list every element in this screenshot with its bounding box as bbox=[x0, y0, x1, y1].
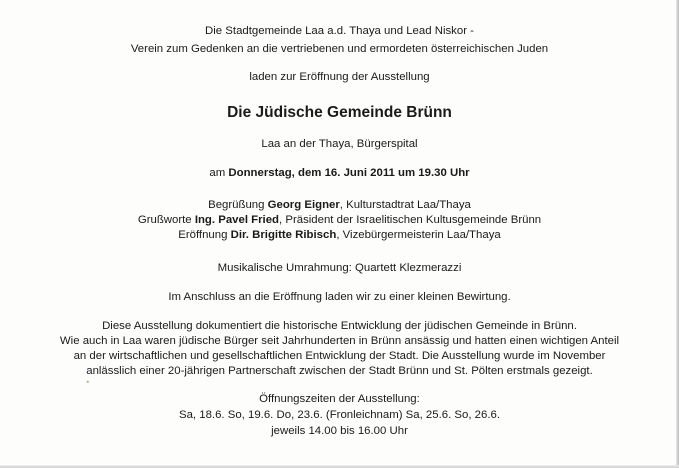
hours-heading: Öffnungszeiten der Ausstellung: bbox=[259, 393, 420, 405]
scan-smudge-icon: • bbox=[83, 376, 92, 387]
description-line-2: Wie auch in Laa waren jüdische Bürger seit Jahrhunderten in Brünn ansässig und hatten einen wichtigen Anteil bbox=[59, 335, 620, 347]
music-note: Musikalische Umrahmung: Quartett Klezmerazzi bbox=[217, 262, 462, 274]
description-line-3: an der wirtschaftlichen und gesellschaftlichen Entwicklung der Stadt. Die Ausstellung wurde im November bbox=[73, 350, 606, 362]
venue: Laa an der Thaya, Bürgerspital bbox=[261, 138, 418, 150]
hours-times: jeweils 14.00 bis 16.00 Uhr bbox=[271, 425, 408, 437]
header-line-1: Die Stadtgemeinde Laa a.d. Thaya und Lead Niskor - bbox=[205, 25, 474, 37]
description-line-4: anlässlich einer 20-jährigen Partnerschaft zwischen der Stadt Brünn und St. Pölten erstmals gezeigt. bbox=[86, 365, 593, 377]
header-line-2: Verein zum Gedenken an die vertriebenen und ermordeten österreichischen Juden bbox=[130, 43, 549, 55]
exhibition-title: Die Jüdische Gemeinde Brünn bbox=[227, 104, 452, 121]
program-line-greetings bbox=[0, 213, 679, 227]
event-date bbox=[0, 166, 679, 180]
event-date-value: Donnerstag, dem 16. Juni 2011 um 19.30 Uhr bbox=[228, 167, 470, 179]
program-speaker: Georg Eigner bbox=[267, 199, 340, 211]
reception-note: Im Anschluss an die Eröffnung laden wir zu einer kleinen Bewirtung. bbox=[168, 291, 511, 303]
program-line-welcome bbox=[0, 198, 679, 212]
program-line-opening bbox=[0, 228, 679, 242]
program-role: , Kulturstadtrat Laa/Thaya bbox=[339, 199, 471, 211]
event-date-prefix: am bbox=[209, 167, 229, 179]
hours-days: Sa, 18.6. So, 19.6. Do, 23.6. (Fronleichnam) Sa, 25.6. So, 26.6. bbox=[178, 409, 501, 421]
header-line-3: laden zur Eröffnung der Ausstellung bbox=[249, 71, 430, 83]
program-role: , Präsident der Israelitischen Kultusgemeinde Brünn bbox=[279, 214, 542, 226]
description-line-1: Diese Ausstellung dokumentiert die historische Entwicklung der jüdischen Gemeinde in Brünn. bbox=[102, 320, 577, 332]
program-label: Begrüßung bbox=[208, 199, 268, 211]
program-label: Eröffnung bbox=[178, 229, 231, 241]
program-role: , Vizebürgermeisterin Laa/Thaya bbox=[336, 229, 501, 241]
program-speaker: Ing. Pavel Fried bbox=[194, 214, 280, 226]
program-speaker: Dir. Brigitte Ribisch bbox=[230, 229, 337, 241]
program-label: Grußworte bbox=[137, 214, 195, 226]
